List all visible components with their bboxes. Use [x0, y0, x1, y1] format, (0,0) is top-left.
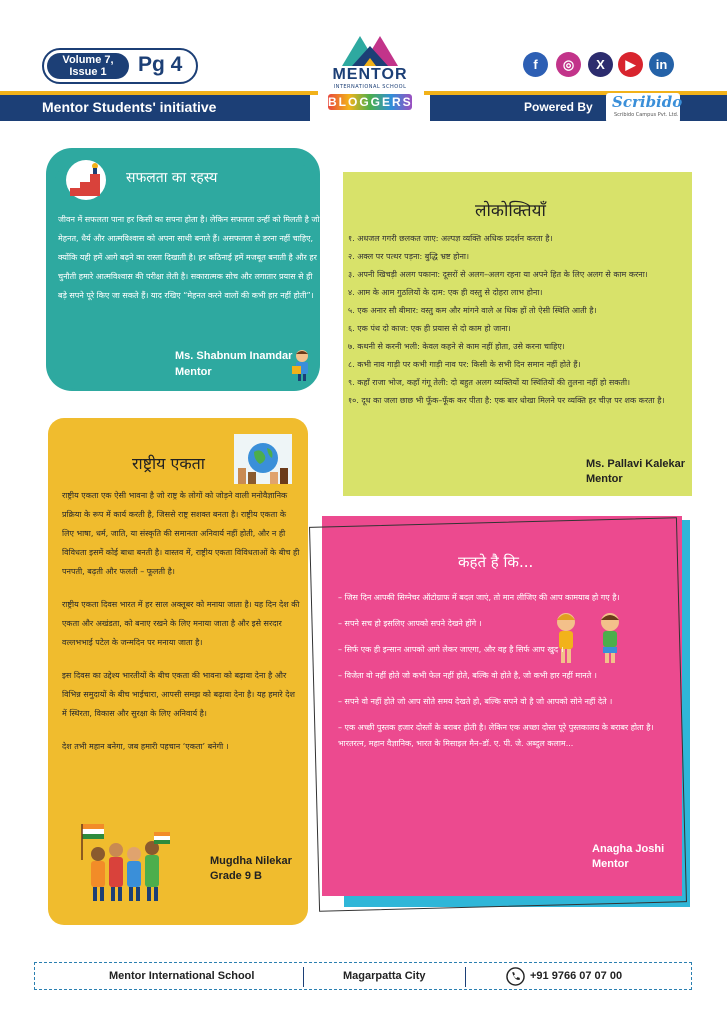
success-stairs-icon	[62, 158, 110, 202]
unity-text	[62, 486, 300, 756]
youtube-icon[interactable]: ▶	[618, 52, 643, 77]
quotes-list	[338, 590, 678, 762]
unity-grade: Grade 9 B	[210, 870, 262, 882]
footer-location: Magarpatta City	[343, 970, 426, 982]
child-reading-icon	[290, 348, 314, 382]
partner-name: Scribido	[612, 93, 683, 111]
quote-item: – एक अच्छी पुस्तक हजार दोस्तों के बराबर होती है। लेकिन एक अच्छा दोस्त पूरे पुस्तकालय के बराबर होता है। भारतरत्न, महान वैज्ञानिक, भारत के मिसाइल मैन–डॉ. ए. पी. जे. अब्दुल कलाम...	[338, 723, 654, 748]
footer	[34, 962, 692, 990]
proverbs-list	[348, 230, 688, 410]
proverb-item: ३. अपनी खिचड़ी अलग पकाना: दूसरों से अलग–अलग रहना या अपने हित के लिए अलग से काम करना।	[348, 270, 648, 279]
proverbs-title: लोकोक्तियाँ	[475, 201, 546, 221]
logo-banner: BLOGGERS	[328, 95, 413, 109]
unity-author-block	[210, 854, 292, 884]
footer-phone[interactable]: +91 9766 07 07 00	[530, 970, 623, 982]
proverbs-author: Ms. Pallavi Kalekar	[586, 458, 686, 470]
unity-paragraph: राष्ट्रीय एकता दिवस भारत में हर साल अक्तूबर को मनाया जाता है। यह दिन देश की एकता और अखंडता, को बनाए रखने के लिए मनाया जाता है और इसे सरदार वल्लभभाई पटेल के जन्मदिन पर मनाया जाता है।	[62, 600, 300, 647]
powered-bar	[430, 95, 727, 121]
unity-paragraph: इस दिवस का उद्देश्य भारतीयों के बीच एकता की भावना को बढ़ावा देना है और विभिन्न समुदायों के बीच भाईचारा, आपसी समझ को बढ़ावा देना है। यह हमारे देश में स्थिरता, विकास और सुरक्षा के लिए अनिवार्य है।	[62, 671, 295, 718]
phone-icon	[506, 967, 525, 986]
proverb-item: ७. कथनी से करनी भली: केवल कहने से काम नहीं होता, उसे करना चाहिए।	[348, 342, 565, 351]
unity-title: राष्ट्रीय एकता	[132, 454, 205, 473]
quote-item: – जिस दिन आपकी सिग्नेचर ऑटोग्राफ में बदल जाएं, तो मान लीजिए की आप कामयाब हो गए है।	[338, 593, 620, 602]
footer-divider	[465, 967, 466, 987]
footer-school: Mentor International School	[109, 970, 255, 982]
proverb-item: १०. दूध का जला छाछ भी फूँक–फूँक कर पीता है: एक बार धोखा मिलने पर व्यक्ति हर चीज़ पर शक करता है।	[348, 396, 665, 405]
proverb-item: २. अक्ल पर पत्थर पड़ना: बुद्धि भ्रष्ट होना।	[348, 252, 469, 261]
logo-subtitle: INTERNATIONAL SCHOOL	[333, 84, 407, 90]
page-number: Pg 4	[138, 53, 183, 76]
success-text: जीवन में सफलता पाना हर किसी का सपना होता है। लेकिन सफलता उन्हीं को मिलती है जो मेहनत, धैर्य और आत्मविश्वास को अपना साथी बनाते हैं। असफलता से डरना नहीं चाहिए, क्योंकि यही हमें आगे बढ़ने का रास्ता दिखाती है। हर कठिनाई हमें मजबूत बनाती है और हर चुनौती हमारे आत्मविश्वास की परीक्षा लेती है। सकारात्मक सोच और लगातार प्रयास से ही बड़े सपने पूरे किए जा सकते हैं। याद रखिए “मेहनत करने वालों की कभी हार नहीं होती”।	[58, 215, 320, 300]
quote-item: – सिर्फ एक ही इन्सान आपको आगे लेकर जाएगा, और वह है सिर्फ आप खुद ।	[338, 645, 564, 654]
unity-author: Mugdha Nilekar	[210, 855, 292, 867]
success-author-block	[175, 348, 292, 380]
proverb-item: ८. कभी नाव गाड़ी पर कभी गाड़ी नाव पर: किसी के सभी दिन समान नहीं होते हैं।	[348, 360, 581, 369]
issue-label: Issue 1	[69, 66, 107, 78]
unity-paragraph: देश तभी महान बनेगा, जब हमारी पहचान ‘एकता’ बनेगी ।	[62, 742, 229, 751]
proverb-item: १. अधजल गगरी छलकत जाए: अल्पज्ञ व्यक्ति अधिक प्रदर्शन करता है।	[348, 234, 553, 243]
quote-item: – सपने वो नहीं होते जो आप सोते समय देखते हो, बल्कि सपने वो है जो आपको सोने नहीं देते ।	[338, 697, 613, 706]
proverb-item: ९. कहाँ राजा भोज, कहाँ गंगू तेली: दो बहुत अलग व्यक्तियों या स्थितियों की तुलना नहीं हो सकती।	[348, 378, 631, 387]
powered-by-label: Powered By	[524, 100, 593, 114]
partner-subtitle: Scribido Campus Pvt. Ltd.	[614, 112, 679, 118]
proverbs-role: Mentor	[586, 473, 623, 485]
linkedin-icon[interactable]: in	[649, 52, 674, 77]
proverb-item: ५. एक अनार सौ बीमार: वस्तु कम और मांगने वाले अ धिक हों तो ऐसी स्थिति आती है।	[348, 306, 597, 315]
globe-hands-icon	[234, 434, 292, 484]
quote-item: – विजेता वो नहीं होते जो कभी फेल नहीं होते, बल्कि वो होते है, जो कभी हार नहीं मानते ।	[338, 671, 597, 680]
proverb-item: ४. आम के आम गुठलियों के दाम: एक ही वस्तु से दोहरा लाभ होना।	[348, 288, 543, 297]
children-flag-icon	[76, 820, 180, 906]
success-author: Ms. Shabnum Inamdar	[175, 350, 293, 362]
unity-paragraph: राष्ट्रीय एकता एक ऐसी भावना है जो राष्ट्र के लोगों को जोड़ने वाली मनोवैज्ञानिक प्रक्रिया के रूप में कार्य करती है, जिससे राष्ट्र सशक्त बनता है। राष्ट्रीय एकता के लिए भाषा, धर्म, जाति, या संस्कृति की समानता अनिवार्य नहीं होती, और न ही विविधता इसमें कोई बाधा बनती है। वास्तव में, राष्ट्रीय एकता विविधताओं के बीच ही पनपती, बढ़ती और फलती – फूलती है।	[62, 491, 300, 576]
quotes-author-block	[592, 842, 664, 872]
proverbs-author-block	[586, 457, 685, 487]
instagram-icon[interactable]: ◎	[556, 52, 581, 77]
proverb-item: ६. एक पंथ दो काज: एक ही प्रयास से दो काम हो जाना।	[348, 324, 511, 333]
success-role: Mentor	[175, 366, 212, 378]
logo-name: MENTOR	[332, 66, 408, 83]
x-icon[interactable]: X	[588, 52, 613, 77]
quotes-title: कहते है कि...	[458, 553, 534, 571]
quotes-role: Mentor	[592, 858, 629, 870]
quote-item: – सपने सच हो इसलिए आपको सपने देखने होंगे ।	[338, 619, 482, 628]
section-bar	[0, 95, 310, 121]
facebook-icon[interactable]: f	[523, 52, 548, 77]
footer-divider	[303, 967, 304, 987]
volume-badge	[42, 48, 198, 84]
success-title: सफलता का रहस्य	[126, 170, 218, 186]
volume-label: Volume 7,	[62, 54, 114, 66]
quotes-author: Anagha Joshi	[592, 843, 665, 855]
partner-logo	[606, 93, 683, 123]
volume-issue	[47, 53, 129, 79]
section-title: Mentor Students' initiative	[42, 99, 217, 115]
